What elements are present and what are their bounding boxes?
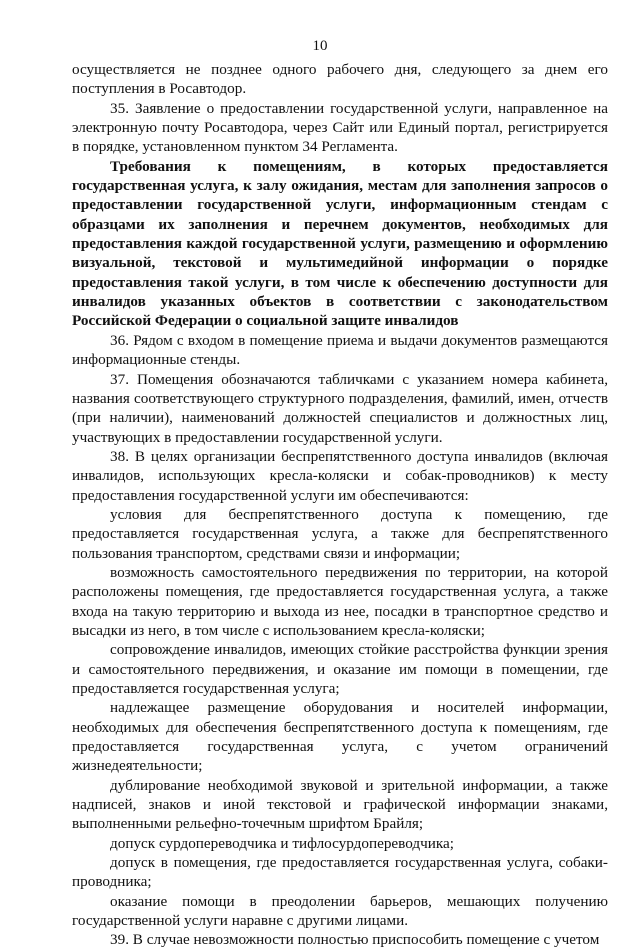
paragraph-36: 36. Рядом с входом в помещение приема и выдачи документов размещаются информационные стенды. — [72, 331, 608, 369]
paragraph-35: 35. Заявление о предоставлении государственной услуги, направленное на электронную почту Росавтодора, через Сайт или Единый портал, регистрируется в порядке, установленном пунктом 34 Регламента. — [72, 99, 608, 156]
list-item: допуск в помещения, где предоставляется государственная услуга, собаки-проводника; — [72, 854, 608, 891]
list-item: надлежащее размещение оборудования и носителей информации, необходимых для обеспечения беспрепятственного доступа к помещениям, где предоставляется государственная услуга, с учетом ограничений жизнедеятельности; — [72, 699, 608, 775]
section-heading: Требования к помещениям, в которых предоставляется государственная услуга, к залу ожидания, местам для заполнения запросов о предоставлении государственной услуги, информационным стендам с образцами их заполнения и перечнем документов, необходимых для предоставления каждой государственной услуги, размещению и оформлению визуальной, текстовой и мультимедийной информации о порядке предоставления такой услуги, в том числе к обеспечению доступности для инвалидов указанных объектов в соответствии с законодательством Российской Федерации о социальной защите инвалидов — [72, 157, 608, 330]
list-item: допуск сурдопереводчика и тифлосурдопереводчика; — [110, 834, 454, 852]
list-item: оказание помощи в преодолении барьеров, мешающих получению государственной услуги наравне с другими лицами. — [72, 892, 608, 930]
page-number: 10 — [312, 38, 328, 54]
list-item: условия для беспрепятственного доступа к помещению, где предоставляется государственная услуга, а также для беспрепятственного пользования транспортом, средствами связи и информации; — [72, 505, 608, 562]
document-body — [72, 60, 608, 950]
paragraph-39: 39. В случае невозможности полностью приспособить помещение с учетом — [110, 931, 600, 949]
list-item: возможность самостоятельного передвижения по территории, на которой расположены помещения, где предоставляется государственная услуга, а также входа на такую территорию и выхода из нее, посадки в транспортное средство и высадки из него, в том числе с использованием кресла-коляски; — [72, 563, 608, 639]
paragraph-continuation: осуществляется не позднее одного рабочего дня, следующего за днем его поступления в Росавтодор. — [72, 61, 608, 98]
paragraph-38: 38. В целях организации беспрепятственного доступа инвалидов (включая инвалидов, использующих кресла-коляски и собак-проводников) к месту предоставления государственной услуги им обеспечиваются: — [72, 447, 608, 504]
paragraph-37: 37. Помещения обозначаются табличками с указанием номера кабинета, названия соответствующего структурного подразделения, фамилий, имен, отчеств (при наличии), наименований должностей специалистов и должностных лиц, участвующих в предоставлении государственной услуги. — [72, 370, 608, 446]
list-item: сопровождение инвалидов, имеющих стойкие расстройства функции зрения и самостоятельного передвижения, и оказание им помощи в помещении, где предоставляется государственная услуга; — [72, 641, 608, 697]
list-item: дублирование необходимой звуковой и зрительной информации, а также надписей, знаков и иной текстовой и графической информации знаками, выполненными рельефно-точечным шрифтом Брайля; — [72, 776, 608, 833]
